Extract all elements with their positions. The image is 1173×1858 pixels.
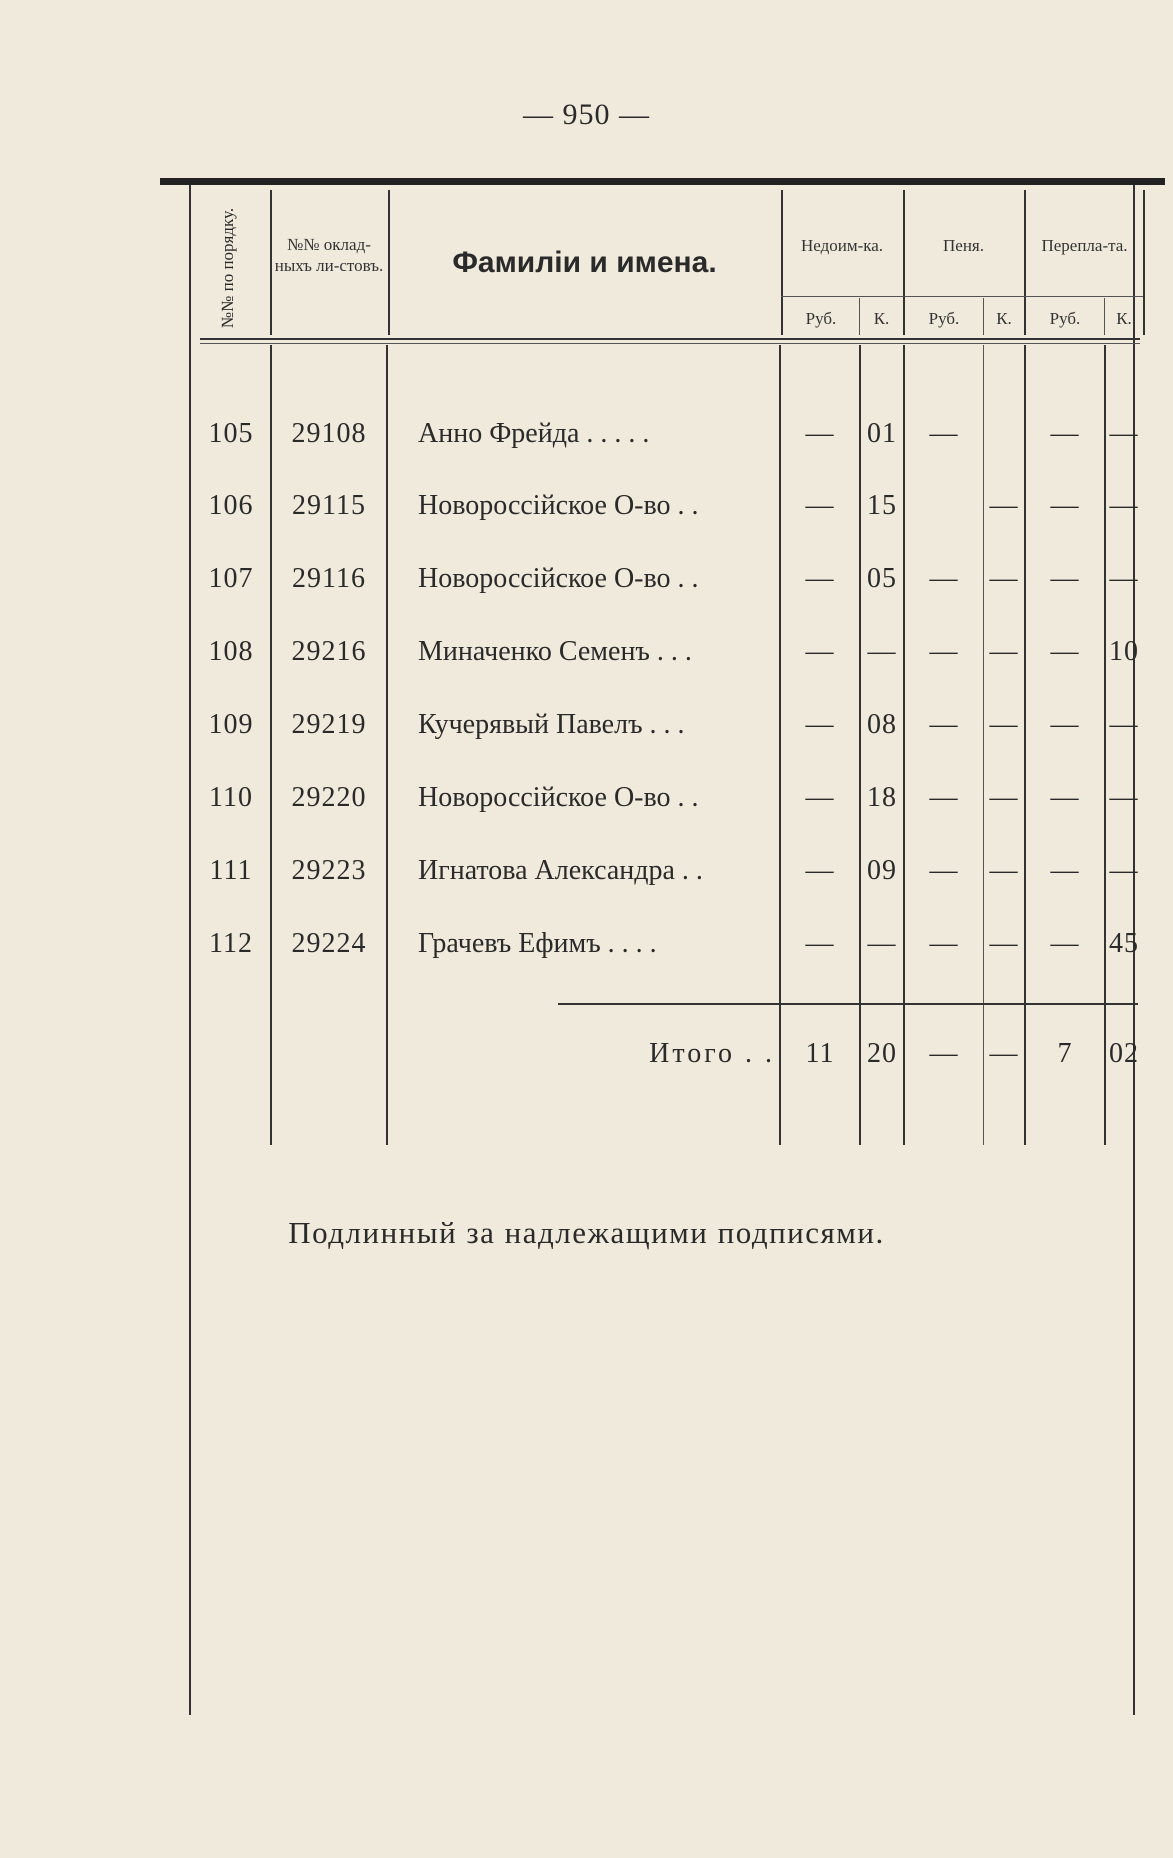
header-names: Фамиліи и имена. [452, 245, 717, 279]
total-arrears-kop: 20 [867, 1038, 897, 1069]
left-border [189, 185, 191, 1715]
subheader-penalty-rub: Руб. [928, 308, 960, 328]
row-overpay-rub: — [1050, 855, 1080, 886]
row-overpay-kop: — [1109, 490, 1139, 521]
row-name: Грачевъ Ефимъ . . . . [418, 928, 657, 959]
row-arrears-kop: 18 [867, 782, 897, 813]
row-arrears-kop: — [867, 636, 897, 667]
row-arrears-kop: 08 [867, 709, 897, 740]
row-penalty-kop: — [989, 855, 1019, 886]
row-name: Новороссійское О-во . . [418, 782, 699, 813]
header-overpay: Перепла-та. [1041, 235, 1128, 255]
row-arrears-kop: 09 [867, 855, 897, 886]
subheader-overpay-rub: Руб. [1049, 308, 1081, 328]
subheader-penalty-kop: К. [996, 308, 1012, 328]
header-arrears: Недоим-ка. [800, 235, 884, 255]
row-penalty-rub: — [929, 418, 959, 449]
col-line [386, 345, 388, 1145]
row-penalty-rub: — [929, 855, 959, 886]
header-bottom-line [200, 338, 1140, 340]
row-no: 108 [208, 636, 254, 667]
row-no: 107 [208, 563, 254, 594]
row-name: Анно Фрейда . . . . . [418, 418, 650, 449]
header-bottom-line [200, 343, 1140, 344]
total-penalty-rub: — [929, 1038, 959, 1069]
row-sheet: 29224 [291, 928, 367, 959]
row-overpay-rub: — [1050, 636, 1080, 667]
row-overpay-rub: — [1050, 490, 1080, 521]
subheader-arrears-kop: К. [873, 308, 890, 328]
row-penalty-kop: — [989, 490, 1019, 521]
row-penalty-kop [984, 412, 1024, 456]
row-penalty-rub: — [929, 709, 959, 740]
row-name: Новороссійское О-во . . [418, 490, 699, 521]
row-arrears-rub: — [805, 782, 835, 813]
row-no: 112 [209, 928, 253, 959]
row-overpay-kop: 45 [1109, 928, 1139, 959]
row-overpay-kop: — [1109, 782, 1139, 813]
row-overpay-kop: — [1109, 709, 1139, 740]
row-name: Кучерявый Павелъ . . . [418, 709, 685, 740]
row-overpay-kop: — [1109, 563, 1139, 594]
row-sheet: 29216 [291, 636, 367, 667]
row-overpay-kop: — [1109, 418, 1139, 449]
page-number: — 950 — [523, 98, 650, 131]
row-no: 110 [209, 782, 253, 813]
row-overpay-rub: — [1050, 563, 1080, 594]
row-overpay-kop: — [1109, 855, 1139, 886]
subheader-arrears-rub: Руб. [805, 308, 837, 328]
row-penalty-kop: — [989, 709, 1019, 740]
total-label: Итого . . [649, 1038, 775, 1069]
row-penalty-kop: — [989, 928, 1019, 959]
row-penalty-rub: — [929, 636, 959, 667]
col-sep [1143, 190, 1145, 335]
row-arrears-kop: 15 [867, 490, 897, 521]
row-penalty-rub: — [929, 563, 959, 594]
row-sheet: 29223 [291, 855, 367, 886]
row-arrears-kop: 01 [867, 418, 897, 449]
top-rule [160, 178, 1165, 185]
row-overpay-rub: — [1050, 418, 1080, 449]
row-penalty-kop: — [989, 563, 1019, 594]
row-arrears-kop: — [867, 928, 897, 959]
row-name: Новороссійское О-во . . [418, 563, 699, 594]
row-arrears-rub: — [805, 928, 835, 959]
row-arrears-rub: — [805, 709, 835, 740]
total-overpay-kop: 02 [1109, 1038, 1139, 1069]
row-sheet: 29116 [292, 563, 366, 594]
total-line [558, 1003, 1138, 1005]
header-penalty: Пеня. [943, 235, 984, 255]
row-arrears-rub: — [805, 490, 835, 521]
row-name: Игнатова Александра . . [418, 855, 703, 886]
subheader-overpay-kop: К. [1116, 308, 1132, 328]
row-penalty-kop: — [989, 636, 1019, 667]
row-overpay-rub: — [1050, 709, 1080, 740]
row-no: 106 [208, 490, 254, 521]
row-overpay-kop: 10 [1109, 636, 1139, 667]
row-arrears-rub: — [805, 418, 835, 449]
row-arrears-rub: — [805, 563, 835, 594]
subhdr-line [781, 296, 1143, 297]
row-penalty-rub [905, 484, 983, 528]
row-no: 111 [209, 855, 253, 886]
row-no: 109 [208, 709, 254, 740]
row-arrears-rub: — [805, 855, 835, 886]
row-sheet: 29108 [291, 418, 367, 449]
row-overpay-rub: — [1050, 928, 1080, 959]
row-penalty-rub: — [929, 782, 959, 813]
footer-note: Подлинный за надлежащими подписями. [288, 1215, 885, 1250]
row-arrears-kop: 05 [867, 563, 897, 594]
row-overpay-rub: — [1050, 782, 1080, 813]
row-sheet: 29115 [292, 490, 366, 521]
total-arrears-rub: 11 [805, 1038, 835, 1069]
total-penalty-kop: — [989, 1038, 1019, 1069]
header-row-no: №№ по порядку. [218, 207, 237, 328]
row-no: 105 [208, 418, 254, 449]
row-sheet: 29219 [291, 709, 367, 740]
row-penalty-kop: — [989, 782, 1019, 813]
row-sheet: 29220 [291, 782, 367, 813]
row-name: Миначенко Семенъ . . . [418, 636, 692, 667]
row-penalty-rub: — [929, 928, 959, 959]
total-overpay-rub: 7 [1057, 1038, 1073, 1069]
header-sheet-no: №№ оклад-ныхъ ли-стовъ. [274, 235, 384, 275]
row-arrears-rub: — [805, 636, 835, 667]
